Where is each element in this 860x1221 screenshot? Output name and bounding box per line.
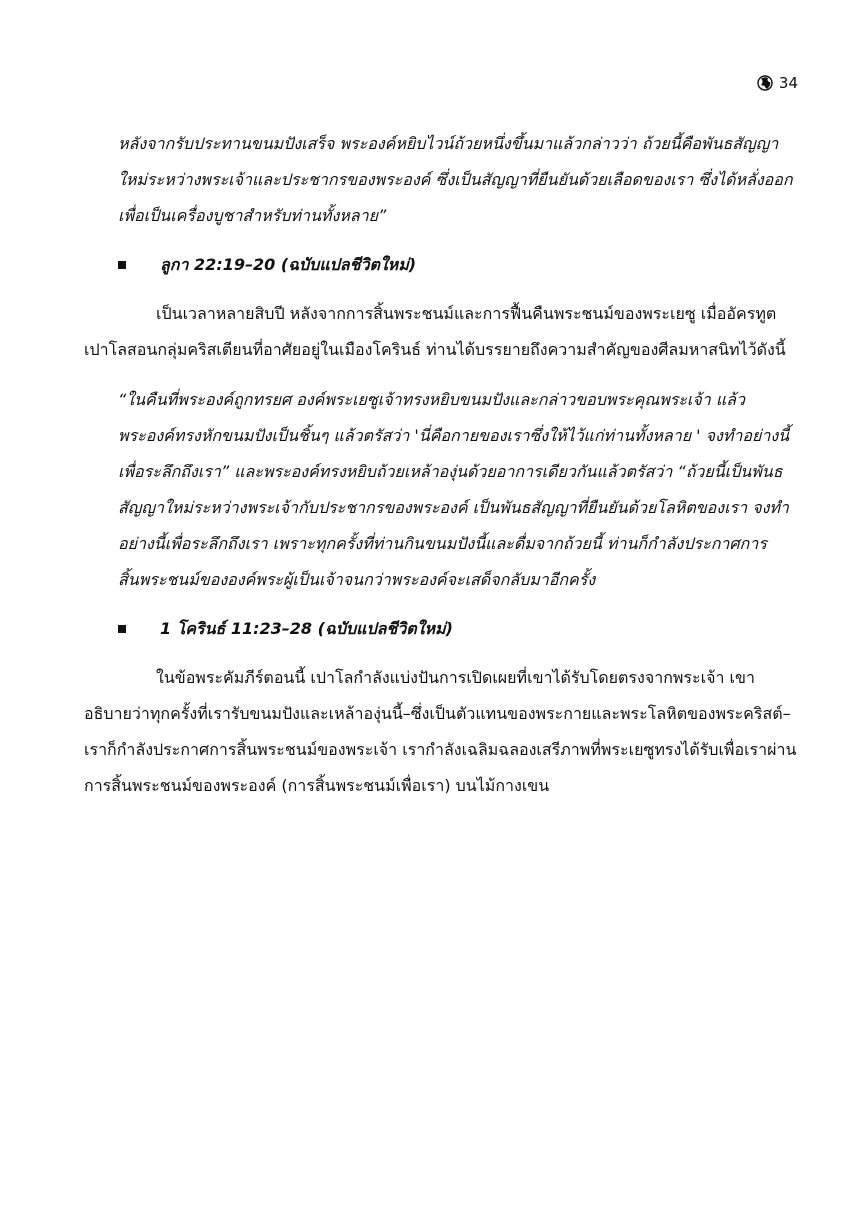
paragraph-intro-corinthians: เป็นเวลาหลายสิบปี หลังจากการสิ้นพระชนม์และการฟื้นคืนพระชนม์ของพระเยซู เมื่ออัครทูตเปาโลสอนกลุ่มคริสเตียนที่อาศัยอยู่ในเมืองโครินธ์ ท่านได้บรรยายถึงความสำคัญของศีลมหาสนิทไว้ดังนี้ <box>84 304 786 359</box>
globe-icon <box>757 75 773 91</box>
quote-luke: หลังจากรับประทานขนมปังเสร็จ พระองค์หยิบไวน์ถ้วยหนึ่งขึ้นมาแล้วกล่าวว่า ถ้วยนี้คือพันธสัญญาใหม่ระหว่างพระเจ้าและประชากรของพระองค์ ซึ่งเป็นสัญญาที่ยืนยันด้วยเลือดของเรา ซึ่งได้หลั่งออกเพื่อเป็นเครื่องบูชาสำหรับท่านทั้งหลาย” <box>118 134 793 225</box>
reference-heading-luke <box>118 250 800 280</box>
bullet-square-icon <box>118 261 126 269</box>
page-header <box>757 74 798 92</box>
reference-heading-corinthians <box>118 614 800 644</box>
page-number: 34 <box>778 74 798 92</box>
paragraph-explanation: ในข้อพระคัมภีร์ตอนนี้ เปาโลกำลังแบ่งปันการเปิดเผยที่เขาได้รับโดยตรงจากพระเจ้า เขาอธิบายว่าทุกครั้งที่เรารับขนมปังและเหล้าองุ่นนี้–ซึ่งเป็นตัวแทนของพระกายและพระโลหิตของพระคริสต์–เราก็กำลังประกาศการสิ้นพระชนม์ของพระเจ้า เรากำลังเฉลิมฉลองเสรีภาพที่พระเยซูทรงได้รับเพื่อเราผ่านการสิ้นพระชนม์ของพระองค์ (การสิ้นพระชนม์เพื่อเรา) บนไม้กางเขน <box>84 668 797 795</box>
quote-corinthians: “ในคืนที่พระองค์ถูกทรยศ องค์พระเยซูเจ้าทรงหยิบขนมปังและกล่าวขอบพระคุณพระเจ้า แล้วพระองค์ทรงหักขนมปังเป็นชิ้นๆ แล้วตรัสว่า 'นี่คือกายของเราซึ่งให้ไว้แก่ท่านทั้งหลาย ' จงทำอย่างนี้เพื่อระลึกถึงเรา” และพระองค์ทรงหยิบถ้วยเหล้าองุ่นด้วยอาการเดียวกันแล้วตรัสว่า “ถ้วยนี้เป็นพันธสัญญาใหม่ระหว่างพระเจ้ากับประชากรของพระองค์ เป็นพันธสัญญาที่ยืนยันด้วยโลหิตของเรา จงทำอย่างนี้เพื่อระลึกถึงเรา เพราะทุกครั้งที่ท่านกินขนมปังนี้และดื่มจากถ้วยนี้ ท่านก็กำลังประกาศการสิ้นพระชนม์ขององค์พระผู้เป็นเจ้าจนกว่าพระองค์จะเสด็จกลับมาอีกครั้ง <box>118 390 790 589</box>
reference-heading-luke-text: ลูกา 22:19–20 (ฉบับแปลชีวิตใหม่) <box>160 255 417 274</box>
reference-heading-corinthians-text: 1 โครินธ์ 11:23–28 (ฉบับแปลชีวิตใหม่) <box>160 619 453 638</box>
bullet-square-icon <box>118 625 126 633</box>
document-content <box>84 126 800 804</box>
